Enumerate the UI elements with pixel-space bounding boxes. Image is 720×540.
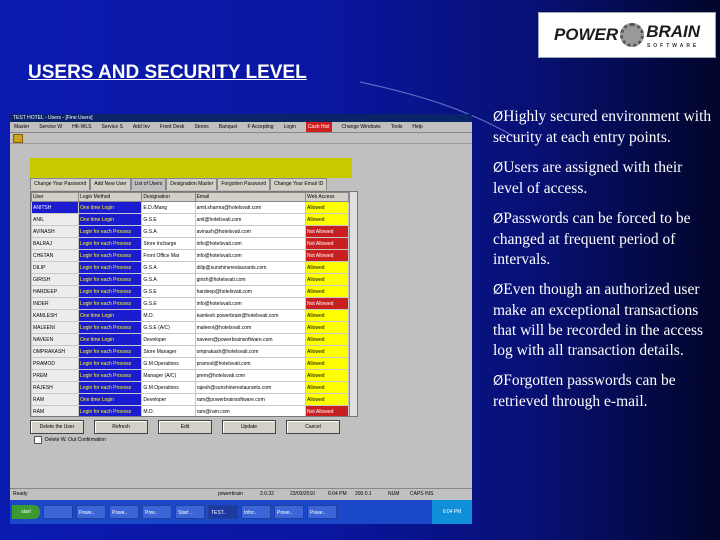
cell-web-access[interactable]: Allowed [306,262,349,274]
cell-user[interactable]: RAM [32,406,79,418]
taskbar [10,500,472,524]
menu-item[interactable]: Service S [101,124,123,130]
bullet-text: Even though an authorized user make an exceptional transactions that will be recorded in the access log with all transaction details. [493,281,704,359]
status-build: 200.0.1 [355,491,372,497]
table-header [32,193,349,202]
tab-item[interactable]: Forgotten Password [217,178,270,190]
cell-designation[interactable]: Store Incharge [142,238,195,250]
menu-item[interactable]: Change Windows [341,124,381,130]
cell-user[interactable]: PREM [32,370,79,382]
menu-item[interactable]: Master [14,124,30,130]
cell-user[interactable]: ANITSH [32,202,79,214]
cell-login-method[interactable]: Login for each Process [79,274,142,286]
cell-web-access[interactable]: Allowed [306,286,349,298]
table-row[interactable] [32,406,349,418]
cell-login-method[interactable]: Login for each Process [79,262,142,274]
cell-login-method[interactable]: Login for each Process [79,238,142,250]
table-row[interactable] [32,238,349,250]
logo-word-power: POWER [553,25,619,44]
cell-web-access[interactable]: Not Allowed [306,238,349,250]
cell-designation[interactable]: E.D./Mang [142,202,195,214]
cell-user[interactable]: AVINASH [32,226,79,238]
cell-login-method[interactable]: Login for each Process [79,250,142,262]
cell-user[interactable]: GIRISH [32,274,79,286]
menu-item[interactable]: F Accepting [247,124,274,130]
cell-user[interactable]: BALRAJ [32,238,79,250]
bullet-item [493,209,715,270]
table-row[interactable] [32,334,349,346]
cell-designation[interactable]: G.S.A [142,262,195,274]
menu-item[interactable]: Front Desk [159,124,185,130]
table-row[interactable] [32,226,349,238]
status-version: 2.0.32 [260,491,274,497]
menu-item[interactable]: Stores [194,124,209,130]
cell-designation[interactable]: Manager (A/C) [142,370,195,382]
bullet-arrow-icon: Ø [493,374,504,389]
tab-item[interactable]: Add New User [90,178,130,190]
taskbar-item[interactable]: Start .. [175,505,205,519]
cell-user[interactable]: NAVEEN [32,334,79,346]
cell-email[interactable]: info@hotelsvati.com [195,298,305,310]
bullet-arrow-icon: Ø [493,110,504,125]
cell-email[interactable]: pramod@hotelsvati.com [195,358,305,370]
cell-web-access[interactable]: Not Allowed [306,406,349,418]
menu-item[interactable]: Login [283,124,296,130]
cell-email[interactable]: hardeep@hotelsvati.com [195,286,305,298]
status-time: 6:04 PM [328,491,347,497]
status-text: Ready [13,491,28,497]
table-row[interactable] [32,202,349,214]
cell-web-access[interactable]: Allowed [306,214,349,226]
cell-web-access[interactable]: Allowed [306,334,349,346]
cell-web-access[interactable]: Allowed [306,358,349,370]
menu-item[interactable]: HK-WLS [72,124,92,130]
cell-web-access[interactable]: Allowed [306,370,349,382]
cell-email[interactable]: ram@powerbrainsoftware.com [195,394,305,406]
cell-email[interactable]: info@hotelsvati.com [195,238,305,250]
cell-designation[interactable]: M.D. [142,406,195,418]
cell-designation[interactable]: Store Manager [142,346,195,358]
bullet-item [493,280,715,361]
cell-designation[interactable]: G.S.E [142,214,195,226]
menu-bar [10,122,472,133]
bullet-arrow-icon: Ø [493,283,504,298]
table-row[interactable] [32,274,349,286]
table-row[interactable] [32,214,349,226]
cell-user[interactable]: HARDEEP [32,286,79,298]
table-row[interactable] [32,394,349,406]
edit-button[interactable]: Edit [158,420,212,434]
cell-web-access[interactable]: Allowed [306,310,349,322]
status-bar [10,488,472,499]
taskbar-item[interactable]: Pow.. [142,505,172,519]
cell-login-method[interactable]: Login for each Process [79,382,142,394]
cell-email[interactable]: kamlesh.powerbrain@hotelsvati.com [195,310,305,322]
table-row[interactable] [32,262,349,274]
tab-item[interactable]: Designation Master [166,178,217,190]
cell-designation[interactable]: M.D. [142,310,195,322]
taskbar-item[interactable]: Powe.. [307,505,337,519]
table-row[interactable] [32,322,349,334]
table-row[interactable] [32,382,349,394]
cell-email[interactable]: maleeni@hotelsvati.com [195,322,305,334]
cell-designation[interactable]: Front Office Mar [142,250,195,262]
table-row[interactable] [32,358,349,370]
users-table [30,191,358,417]
cell-designation[interactable]: G.S.E [142,286,195,298]
delete-user-button[interactable]: Delete the User [30,420,84,434]
window-title: TEST HOTEL - Users - [Fine Users] [10,114,472,122]
cell-designation[interactable]: Developer [142,394,195,406]
status-date: 23/03/2010 [290,491,316,497]
table-row[interactable] [32,298,349,310]
cell-login-method[interactable]: Login for each Process [79,406,142,418]
taskbar-item[interactable]: TEST.. [208,505,238,519]
tab-strip [30,178,327,190]
cell-login-method[interactable]: One time Login [79,310,142,322]
folder-icon[interactable] [13,134,23,143]
status-caps: CAPS INS [410,491,434,497]
table-row[interactable] [32,286,349,298]
cell-email[interactable]: avinash@hotelsvati.com [195,226,305,238]
update-button[interactable]: Update [222,420,276,434]
cell-designation[interactable]: G.M.Operations [142,382,195,394]
cell-web-access[interactable]: Allowed [306,274,349,286]
cell-web-access[interactable]: Allowed [306,394,349,406]
cell-user[interactable]: MALEENI [32,322,79,334]
cell-designation[interactable]: G.S.E [142,298,195,310]
menu-item[interactable]: Help [412,124,423,130]
bullet-text: Forgotten passwords can be retrieved through e-mail. [493,372,676,410]
cell-login-method[interactable]: Login for each Process [79,346,142,358]
cell-login-method[interactable]: One time Login [79,394,142,406]
cell-web-access[interactable]: Allowed [306,346,349,358]
cell-designation[interactable]: G.M.Operations [142,358,195,370]
menu-item[interactable]: Add Inv [132,124,150,130]
cell-email[interactable]: dilip@sunshinerestaurants.com [195,262,305,274]
delete-confirmation-option[interactable] [34,436,106,444]
tab-item[interactable]: Change Your Email ID [270,178,327,190]
cell-login-method[interactable]: Login for each Process [79,358,142,370]
menu-item[interactable]: Service W [39,124,63,130]
cell-email[interactable]: rajesh@sunshinerestaurants.com [195,382,305,394]
cell-login-method[interactable]: One time Login [79,334,142,346]
vertical-scrollbar[interactable] [349,192,357,416]
cell-login-method[interactable]: Login for each Process [79,298,142,310]
bullet-text: Passwords can be forced to be changed at frequent period of intervals. [493,210,691,268]
cell-user[interactable]: INDER [32,298,79,310]
application-screenshot [10,114,472,524]
cell-login-method[interactable]: One time Login [79,214,142,226]
delete-confirmation-checkbox[interactable] [34,436,42,444]
cell-email[interactable]: info@hotelsvati.com [195,250,305,262]
cell-web-access[interactable]: Allowed [306,382,349,394]
bullet-list [493,107,715,422]
cell-email[interactable]: naveen@powerbrainsoftware.com [195,334,305,346]
users-panel [30,178,360,478]
cell-email[interactable]: ram@ram.com [195,406,305,418]
cell-user[interactable]: ANIL [32,214,79,226]
cell-user[interactable]: DILIP [32,262,79,274]
cell-designation[interactable]: Developer [142,334,195,346]
taskbar-item[interactable]: Powe.. [109,505,139,519]
cell-web-access[interactable]: Allowed [306,202,349,214]
slide-title: USERS AND SECURITY LEVEL [28,62,307,83]
cell-user[interactable]: PRAMOD [32,358,79,370]
cell-designation[interactable]: G.S.E (A/C) [142,322,195,334]
table-row[interactable] [32,346,349,358]
refresh-button[interactable]: Refresh [94,420,148,434]
logo-word-brain: BRAIN [646,21,701,41]
bullet-item [493,371,715,412]
bullet-text: Users are assigned with their level of access. [493,159,683,197]
menu-item[interactable]: Banquet [218,124,238,130]
bullet-arrow-icon: Ø [493,212,504,227]
taskbar-item[interactable]: Powe.. [274,505,304,519]
status-num: NUM [388,491,400,497]
cell-email[interactable]: anil@hotelsvati.com [195,214,305,226]
cell-email[interactable]: amit.sharma@hotelsvati.com [195,202,305,214]
menu-item[interactable]: Tools [390,124,403,130]
table-row[interactable] [32,310,349,322]
table-row[interactable] [32,370,349,382]
taskbar-item[interactable] [43,505,73,519]
logo-word-software: SOFTWARE [646,42,700,49]
cell-web-access[interactable]: Not Allowed [306,226,349,238]
cell-login-method[interactable]: Login for each Process [79,226,142,238]
cell-web-access[interactable]: Not Allowed [306,298,349,310]
cell-user[interactable]: CHETAN [32,250,79,262]
tab-item[interactable]: List of Users [131,178,167,190]
menu-item[interactable]: Cash Hist [307,124,330,130]
cell-user[interactable]: RAJESH [32,382,79,394]
start-button[interactable]: start [12,505,40,519]
cell-user[interactable]: KAMLESH [32,310,79,322]
bullet-item [493,158,715,199]
button-row [30,420,340,434]
cell-email[interactable]: prem@hotelsvati.com [195,370,305,382]
cell-web-access[interactable]: Not Allowed [306,250,349,262]
bullet-text: Highly secured environment with security at each entry points. [493,108,712,146]
cell-login-method[interactable]: Login for each Process [79,286,142,298]
cell-designation[interactable]: G.S.A [142,274,195,286]
bullet-item [493,107,715,148]
cell-web-access[interactable]: Allowed [306,322,349,334]
tab-item[interactable]: Change Your Password [30,178,90,190]
cancel-button[interactable]: Cancel [286,420,340,434]
cell-user[interactable]: RAM [32,394,79,406]
delete-confirmation-label: Delete W. Out Confirmation [45,437,106,443]
cell-login-method[interactable]: Login for each Process [79,322,142,334]
column-header[interactable]: Designation [142,193,195,202]
system-tray-clock: 6:04 PM [432,500,472,524]
cell-email[interactable]: omprakash@hotelsvati.com [195,346,305,358]
column-header[interactable]: Email [195,193,305,202]
cell-email[interactable]: girish@hotelsvati.com [195,274,305,286]
column-header[interactable]: User [32,193,79,202]
taskbar-item[interactable]: Infor.. [241,505,271,519]
cell-user[interactable]: OMPRAKASH [32,346,79,358]
cell-login-method[interactable]: Login for each Process [79,370,142,382]
bullet-arrow-icon: Ø [493,161,504,176]
cell-login-method[interactable]: One time Login [79,202,142,214]
cell-designation[interactable]: G.S.A [142,226,195,238]
toolbar [10,133,472,144]
status-user: powerbrain [218,491,243,497]
column-header[interactable]: Login Method [79,193,142,202]
table-row[interactable] [32,250,349,262]
taskbar-item[interactable]: Powe.. [76,505,106,519]
column-header[interactable]: Web Access [306,193,349,202]
